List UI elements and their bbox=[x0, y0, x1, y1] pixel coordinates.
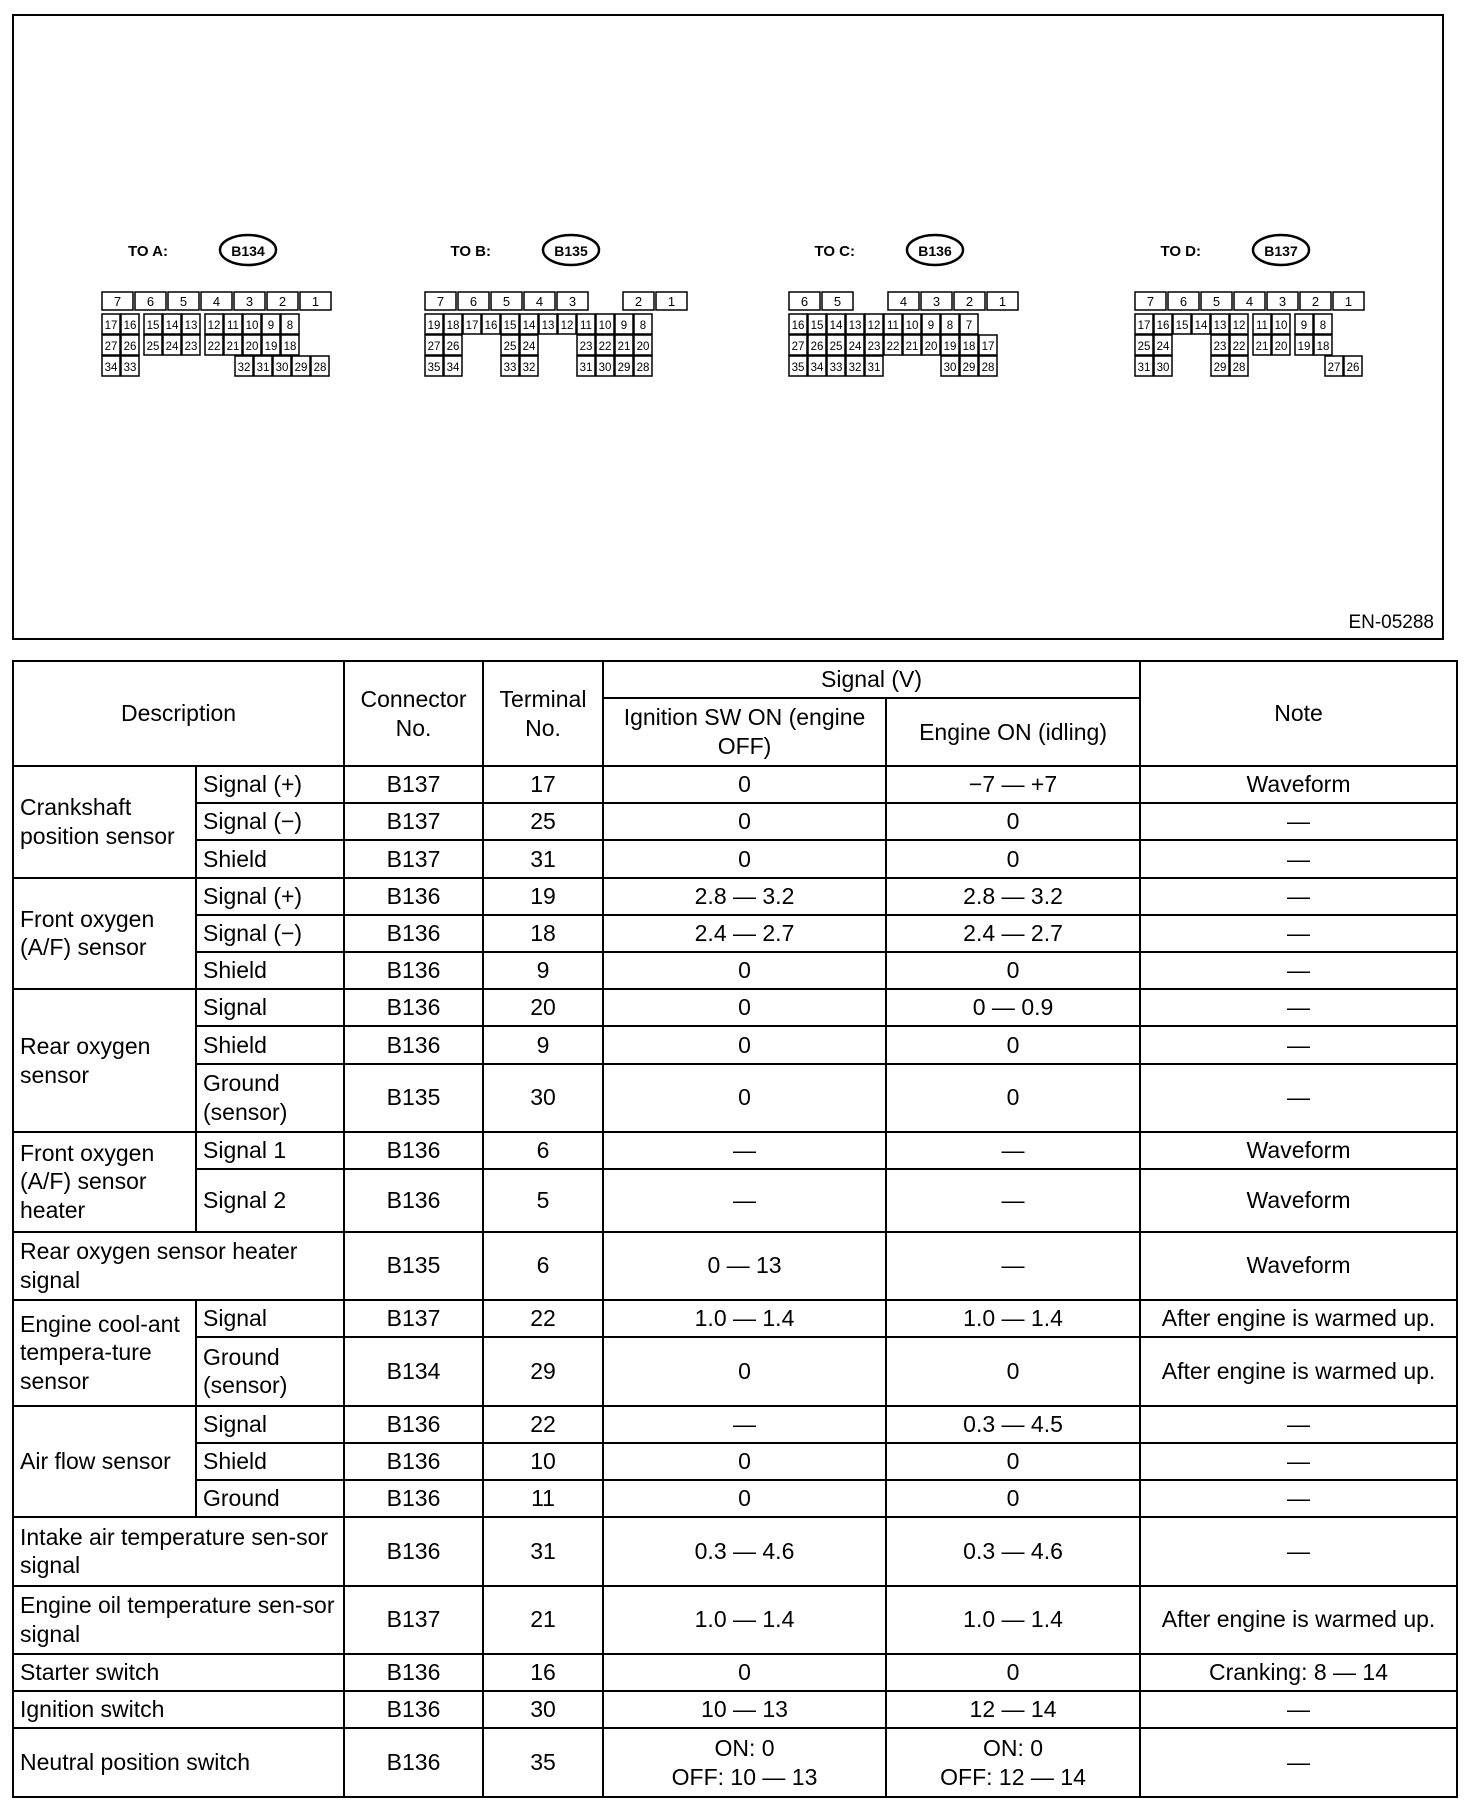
pin-number: 15 bbox=[810, 320, 824, 332]
note: — bbox=[1140, 1064, 1457, 1132]
pin-number: 18 bbox=[446, 320, 460, 332]
pin-number: 17 bbox=[981, 341, 995, 353]
connector-drawing bbox=[14, 16, 1442, 638]
connector-no: B136 bbox=[344, 1728, 483, 1797]
connector-no: B136 bbox=[344, 1132, 483, 1169]
engine-on-value: 2.4 — 2.7 bbox=[886, 915, 1140, 952]
engine-on-value: 0 bbox=[886, 1443, 1140, 1480]
pin-number: 32 bbox=[237, 362, 251, 374]
pin-number: 30 bbox=[598, 362, 612, 374]
pin-number: 18 bbox=[1316, 341, 1330, 353]
ignition-on-value: 0 bbox=[603, 803, 886, 840]
pin-number: 11 bbox=[887, 320, 899, 332]
connector-id-label: B136 bbox=[918, 243, 952, 259]
engine-on-value: 0 — 0.9 bbox=[886, 989, 1140, 1026]
pin-number: 34 bbox=[104, 362, 118, 374]
pin-number: 25 bbox=[1137, 341, 1151, 353]
pin-number: 1 bbox=[998, 294, 1007, 309]
connector-id-label: B134 bbox=[231, 243, 265, 259]
pin-number: 10 bbox=[245, 320, 259, 332]
ignition-on-value: 1.0 — 1.4 bbox=[603, 1586, 886, 1654]
terminal-no: 30 bbox=[483, 1064, 603, 1132]
group-label: Front oxygen (A/F) sensor bbox=[13, 878, 196, 990]
terminal-no: 19 bbox=[483, 878, 603, 915]
pin-number: 19 bbox=[264, 341, 278, 353]
connector-no: B136 bbox=[344, 952, 483, 989]
terminal-no: 22 bbox=[483, 1300, 603, 1337]
sub-label: Signal (+) bbox=[196, 766, 344, 803]
pin-number: 32 bbox=[522, 362, 536, 374]
pin-number: 19 bbox=[943, 341, 957, 353]
pin-number: 16 bbox=[123, 320, 137, 332]
sub-label: Signal (−) bbox=[196, 803, 344, 840]
connector-no: B137 bbox=[344, 766, 483, 803]
terminal-no: 22 bbox=[483, 1406, 603, 1443]
terminal-no: 35 bbox=[483, 1728, 603, 1797]
note: After engine is warmed up. bbox=[1140, 1586, 1457, 1654]
ignition-on-value: — bbox=[603, 1169, 886, 1231]
note: After engine is warmed up. bbox=[1140, 1300, 1457, 1337]
pin-number: 8 bbox=[1319, 320, 1327, 332]
engine-on-value: 0 bbox=[886, 1654, 1140, 1691]
pin-number: 27 bbox=[1327, 362, 1341, 374]
ignition-on-value: 0 bbox=[603, 1064, 886, 1132]
sub-label: Signal (+) bbox=[196, 878, 344, 915]
pin-number: 17 bbox=[104, 320, 118, 332]
engine-on-value: 1.0 — 1.4 bbox=[886, 1300, 1140, 1337]
pin-number: 5 bbox=[502, 294, 511, 309]
pin-number: 19 bbox=[427, 320, 441, 332]
pin-number: 23 bbox=[579, 341, 593, 353]
terminal-no: 21 bbox=[483, 1586, 603, 1654]
sub-label: Signal bbox=[196, 1406, 344, 1443]
pin-number: 6 bbox=[146, 294, 155, 309]
terminal-no: 17 bbox=[483, 766, 603, 803]
pin-number: 15 bbox=[503, 320, 517, 332]
engine-on-value: 0.3 — 4.5 bbox=[886, 1406, 1140, 1443]
connector-no: B136 bbox=[344, 915, 483, 952]
header-note: Note bbox=[1140, 661, 1457, 766]
ignition-on-value: ON: 0 OFF: 10 — 13 bbox=[603, 1728, 886, 1797]
terminal-no: 31 bbox=[483, 1517, 603, 1585]
pin-number: 6 bbox=[469, 294, 478, 309]
connector-no: B137 bbox=[344, 1586, 483, 1654]
pin-number: 11 bbox=[1256, 320, 1268, 332]
connector-no: B137 bbox=[344, 840, 483, 877]
pin-number: 20 bbox=[245, 341, 259, 353]
note: — bbox=[1140, 1480, 1457, 1517]
pin-number: 18 bbox=[283, 341, 297, 353]
pin-number: 10 bbox=[1274, 320, 1288, 332]
ignition-on-value: 0 bbox=[603, 952, 886, 989]
connector-no: B134 bbox=[344, 1337, 483, 1405]
note: — bbox=[1140, 878, 1457, 915]
connector-no: B136 bbox=[344, 1480, 483, 1517]
connector-no: B136 bbox=[344, 1026, 483, 1063]
pin-number: 34 bbox=[446, 362, 460, 374]
note: — bbox=[1140, 1026, 1457, 1063]
pin-number: 32 bbox=[848, 362, 862, 374]
pin-number: 18 bbox=[962, 341, 976, 353]
pin-number: 6 bbox=[1179, 294, 1188, 309]
description-label: Ignition switch bbox=[13, 1691, 344, 1728]
connector-id-label: B135 bbox=[554, 243, 588, 259]
note: After engine is warmed up. bbox=[1140, 1337, 1457, 1405]
ignition-on-value: — bbox=[603, 1132, 886, 1169]
note: — bbox=[1140, 952, 1457, 989]
sub-label: Ground (sensor) bbox=[196, 1337, 344, 1405]
pin-number: 27 bbox=[104, 341, 118, 353]
connector-id-label: B137 bbox=[1264, 243, 1298, 259]
pin-number: 33 bbox=[503, 362, 517, 374]
pin-number: 16 bbox=[484, 320, 498, 332]
connector-no: B136 bbox=[344, 1169, 483, 1231]
pin-number: 14 bbox=[1194, 320, 1208, 332]
pin-number: 26 bbox=[446, 341, 460, 353]
pin-number: 12 bbox=[867, 320, 881, 332]
pin-number: 20 bbox=[636, 341, 650, 353]
connector-no: B136 bbox=[344, 1691, 483, 1728]
terminal-no: 9 bbox=[483, 952, 603, 989]
pin-number: 25 bbox=[503, 341, 517, 353]
terminal-no: 10 bbox=[483, 1443, 603, 1480]
pin-number: 13 bbox=[541, 320, 555, 332]
pin-number: 3 bbox=[932, 294, 941, 309]
ignition-on-value: 0 bbox=[603, 1026, 886, 1063]
engine-on-value: 0 bbox=[886, 840, 1140, 877]
header-engine-on: Engine ON (idling) bbox=[886, 698, 1140, 766]
pin-number: 28 bbox=[636, 362, 650, 374]
pin-number: 3 bbox=[1278, 294, 1287, 309]
pin-number: 9 bbox=[620, 320, 628, 332]
terminal-no: 16 bbox=[483, 1654, 603, 1691]
note: — bbox=[1140, 1406, 1457, 1443]
pin-number: 34 bbox=[810, 362, 824, 374]
pin-number: 28 bbox=[1232, 362, 1246, 374]
pin-number: 30 bbox=[943, 362, 957, 374]
pin-number: 22 bbox=[886, 341, 900, 353]
pin-number: 35 bbox=[791, 362, 805, 374]
pin-number: 4 bbox=[899, 294, 908, 309]
sub-label: Signal 1 bbox=[196, 1132, 344, 1169]
connector-to-label: TO A: bbox=[128, 243, 168, 260]
note: — bbox=[1140, 1691, 1457, 1728]
sub-label: Signal bbox=[196, 989, 344, 1026]
pin-number: 29 bbox=[962, 362, 976, 374]
note: — bbox=[1140, 915, 1457, 952]
pin-number: 2 bbox=[1311, 294, 1320, 309]
pin-number: 4 bbox=[1245, 294, 1254, 309]
ignition-on-value: 1.0 — 1.4 bbox=[603, 1300, 886, 1337]
sub-label: Signal bbox=[196, 1300, 344, 1337]
ignition-on-value: 0 bbox=[603, 840, 886, 877]
sub-label: Ground (sensor) bbox=[196, 1064, 344, 1132]
pin-number: 33 bbox=[829, 362, 843, 374]
pin-number: 6 bbox=[800, 294, 809, 309]
sub-label: Ground bbox=[196, 1480, 344, 1517]
pin-number: 2 bbox=[965, 294, 974, 309]
ignition-on-value: 0 bbox=[603, 1337, 886, 1405]
pin-number: 16 bbox=[1156, 320, 1170, 332]
note: — bbox=[1140, 803, 1457, 840]
pin-number: 22 bbox=[207, 341, 221, 353]
pin-number: 1 bbox=[667, 294, 676, 309]
group-label: Crankshaft position sensor bbox=[13, 766, 196, 878]
terminal-no: 20 bbox=[483, 989, 603, 1026]
group-label: Rear oxygen sensor bbox=[13, 989, 196, 1132]
connector-diagram bbox=[12, 14, 1444, 640]
pin-number: 14 bbox=[829, 320, 843, 332]
connector-to-label: TO D: bbox=[1160, 243, 1201, 260]
pin-number: 16 bbox=[791, 320, 805, 332]
ignition-on-value: 10 — 13 bbox=[603, 1691, 886, 1728]
sub-label: Signal 2 bbox=[196, 1169, 344, 1231]
connector-no: B136 bbox=[344, 878, 483, 915]
pin-number: 30 bbox=[275, 362, 289, 374]
pin-number: 33 bbox=[123, 362, 137, 374]
terminal-no: 18 bbox=[483, 915, 603, 952]
connector-to-label: TO C: bbox=[814, 243, 855, 260]
pin-number: 11 bbox=[227, 320, 239, 332]
connector-no: B137 bbox=[344, 803, 483, 840]
description-label: Neutral position switch bbox=[13, 1728, 344, 1797]
pin-number: 12 bbox=[560, 320, 574, 332]
pin-number: 17 bbox=[1137, 320, 1151, 332]
pin-number: 13 bbox=[1213, 320, 1227, 332]
pin-number: 21 bbox=[226, 341, 240, 353]
engine-on-value: 0 bbox=[886, 1480, 1140, 1517]
pin-number: 17 bbox=[465, 320, 479, 332]
note: Waveform bbox=[1140, 1132, 1457, 1169]
pin-number: 5 bbox=[179, 294, 188, 309]
pin-number: 2 bbox=[634, 294, 643, 309]
pin-number: 24 bbox=[1156, 341, 1170, 353]
pin-number: 5 bbox=[833, 294, 842, 309]
connector-no: B136 bbox=[344, 1443, 483, 1480]
connector-no: B137 bbox=[344, 1300, 483, 1337]
ignition-on-value: — bbox=[603, 1406, 886, 1443]
engine-on-value: 0 bbox=[886, 803, 1140, 840]
pin-number: 3 bbox=[568, 294, 577, 309]
pin-number: 28 bbox=[981, 362, 995, 374]
pin-number: 31 bbox=[256, 362, 270, 374]
pin-number: 1 bbox=[311, 294, 320, 309]
header-description: Description bbox=[13, 661, 344, 766]
note: Waveform bbox=[1140, 1169, 1457, 1231]
pin-number: 5 bbox=[1212, 294, 1221, 309]
pin-number: 7 bbox=[436, 294, 445, 309]
engine-on-value: 0 bbox=[886, 1064, 1140, 1132]
pin-number: 31 bbox=[579, 362, 593, 374]
pin-number: 4 bbox=[535, 294, 544, 309]
header-terminal-no: Terminal No. bbox=[483, 661, 603, 766]
header-ignition-on: Ignition SW ON (engine OFF) bbox=[603, 698, 886, 766]
pin-number: 23 bbox=[867, 341, 881, 353]
connector-no: B136 bbox=[344, 1406, 483, 1443]
pin-number: 7 bbox=[965, 320, 973, 332]
note: Waveform bbox=[1140, 766, 1457, 803]
connector-to-label: TO B: bbox=[450, 243, 491, 260]
pin-number: 19 bbox=[1297, 341, 1311, 353]
pin-number: 23 bbox=[1213, 341, 1227, 353]
description-label: Engine oil temperature sen-sor signal bbox=[13, 1586, 344, 1654]
ignition-on-value: 0.3 — 4.6 bbox=[603, 1517, 886, 1585]
ignition-on-value: 2.8 — 3.2 bbox=[603, 878, 886, 915]
pin-number: 24 bbox=[522, 341, 536, 353]
pin-number: 8 bbox=[946, 320, 954, 332]
group-label: Engine cool-ant tempera-ture sensor bbox=[13, 1300, 196, 1406]
pin-number: 15 bbox=[1175, 320, 1189, 332]
pin-number: 8 bbox=[286, 320, 294, 332]
pin-number: 14 bbox=[522, 320, 536, 332]
terminal-no: 11 bbox=[483, 1480, 603, 1517]
pin-number: 26 bbox=[123, 341, 137, 353]
engine-on-value: 1.0 — 1.4 bbox=[886, 1586, 1140, 1654]
ignition-on-value: 0 bbox=[603, 766, 886, 803]
ignition-on-value: 0 bbox=[603, 1654, 886, 1691]
pin-number: 35 bbox=[427, 362, 441, 374]
pin-number: 26 bbox=[1346, 362, 1360, 374]
pin-number: 21 bbox=[905, 341, 919, 353]
pin-number: 10 bbox=[598, 320, 612, 332]
note: Waveform bbox=[1140, 1232, 1457, 1300]
engine-on-value: 12 — 14 bbox=[886, 1691, 1140, 1728]
engine-on-value: ON: 0 OFF: 12 — 14 bbox=[886, 1728, 1140, 1797]
pin-number: 23 bbox=[184, 341, 198, 353]
pin-number: 22 bbox=[1232, 341, 1246, 353]
pin-number: 3 bbox=[245, 294, 254, 309]
pin-number: 29 bbox=[617, 362, 631, 374]
terminal-no: 30 bbox=[483, 1691, 603, 1728]
engine-on-value: 0 bbox=[886, 1026, 1140, 1063]
terminal-no: 6 bbox=[483, 1232, 603, 1300]
engine-on-value: — bbox=[886, 1132, 1140, 1169]
pin-number: 14 bbox=[165, 320, 179, 332]
pin-number: 29 bbox=[294, 362, 308, 374]
pin-number: 11 bbox=[580, 320, 592, 332]
sub-label: Shield bbox=[196, 1443, 344, 1480]
pin-number: 4 bbox=[212, 294, 221, 309]
terminal-no: 25 bbox=[483, 803, 603, 840]
pin-number: 7 bbox=[113, 294, 122, 309]
note: — bbox=[1140, 1443, 1457, 1480]
group-label: Front oxygen (A/F) sensor heater bbox=[13, 1132, 196, 1232]
group-label: Air flow sensor bbox=[13, 1406, 196, 1518]
engine-on-value: −7 — +7 bbox=[886, 766, 1140, 803]
sub-label: Shield bbox=[196, 952, 344, 989]
note: Cranking: 8 — 14 bbox=[1140, 1654, 1457, 1691]
header-connector-no: Connector No. bbox=[344, 661, 483, 766]
pin-number: 9 bbox=[927, 320, 935, 332]
signal-table bbox=[12, 660, 1458, 1798]
pin-number: 25 bbox=[829, 341, 843, 353]
pin-number: 27 bbox=[791, 341, 805, 353]
sub-label: Signal (−) bbox=[196, 915, 344, 952]
pin-number: 9 bbox=[1300, 320, 1308, 332]
note: — bbox=[1140, 840, 1457, 877]
engine-on-value: — bbox=[886, 1169, 1140, 1231]
description-label: Intake air temperature sen-sor signal bbox=[13, 1517, 344, 1585]
pin-number: 12 bbox=[1232, 320, 1246, 332]
sub-label: Shield bbox=[196, 840, 344, 877]
terminal-no: 31 bbox=[483, 840, 603, 877]
header-signal: Signal (V) bbox=[603, 661, 1140, 698]
note: — bbox=[1140, 989, 1457, 1026]
ignition-on-value: 0 bbox=[603, 1443, 886, 1480]
ignition-on-value: 0 bbox=[603, 989, 886, 1026]
pin-number: 25 bbox=[146, 341, 160, 353]
terminal-no: 6 bbox=[483, 1132, 603, 1169]
ignition-on-value: 0 bbox=[603, 1480, 886, 1517]
pin-number: 10 bbox=[905, 320, 919, 332]
pin-number: 26 bbox=[810, 341, 824, 353]
pin-number: 24 bbox=[848, 341, 862, 353]
note: — bbox=[1140, 1517, 1457, 1585]
pin-number: 31 bbox=[867, 362, 881, 374]
connector-no: B135 bbox=[344, 1064, 483, 1132]
pin-number: 2 bbox=[278, 294, 287, 309]
pin-number: 30 bbox=[1156, 362, 1170, 374]
engine-on-value: 2.8 — 3.2 bbox=[886, 878, 1140, 915]
connector-no: B136 bbox=[344, 1517, 483, 1585]
terminal-no: 9 bbox=[483, 1026, 603, 1063]
engine-on-value: 0.3 — 4.6 bbox=[886, 1517, 1140, 1585]
pin-number: 21 bbox=[1255, 341, 1269, 353]
pin-number: 28 bbox=[313, 362, 327, 374]
pin-number: 9 bbox=[267, 320, 275, 332]
pin-number: 8 bbox=[639, 320, 647, 332]
pin-number: 13 bbox=[848, 320, 862, 332]
ignition-on-value: 0 — 13 bbox=[603, 1232, 886, 1300]
connector-no: B135 bbox=[344, 1232, 483, 1300]
pin-number: 22 bbox=[598, 341, 612, 353]
pin-number: 12 bbox=[207, 320, 221, 332]
pin-number: 27 bbox=[427, 341, 441, 353]
engine-on-value: — bbox=[886, 1232, 1140, 1300]
pin-number: 21 bbox=[617, 341, 631, 353]
engine-on-value: 0 bbox=[886, 1337, 1140, 1405]
pin-number: 13 bbox=[184, 320, 198, 332]
pin-number: 24 bbox=[165, 341, 179, 353]
engine-on-value: 0 bbox=[886, 952, 1140, 989]
pin-number: 7 bbox=[1146, 294, 1155, 309]
pin-number: 20 bbox=[1274, 341, 1288, 353]
pin-number: 29 bbox=[1213, 362, 1227, 374]
description-label: Rear oxygen sensor heater signal bbox=[13, 1232, 344, 1300]
ignition-on-value: 2.4 — 2.7 bbox=[603, 915, 886, 952]
terminal-no: 29 bbox=[483, 1337, 603, 1405]
connector-no: B136 bbox=[344, 989, 483, 1026]
pin-number: 1 bbox=[1344, 294, 1353, 309]
pin-number: 15 bbox=[146, 320, 160, 332]
figure-code: EN-05288 bbox=[1348, 612, 1434, 633]
note: — bbox=[1140, 1728, 1457, 1797]
connector-no: B136 bbox=[344, 1654, 483, 1691]
sub-label: Shield bbox=[196, 1026, 344, 1063]
description-label: Starter switch bbox=[13, 1654, 344, 1691]
pin-number: 20 bbox=[924, 341, 938, 353]
pin-number: 31 bbox=[1137, 362, 1151, 374]
terminal-no: 5 bbox=[483, 1169, 603, 1231]
